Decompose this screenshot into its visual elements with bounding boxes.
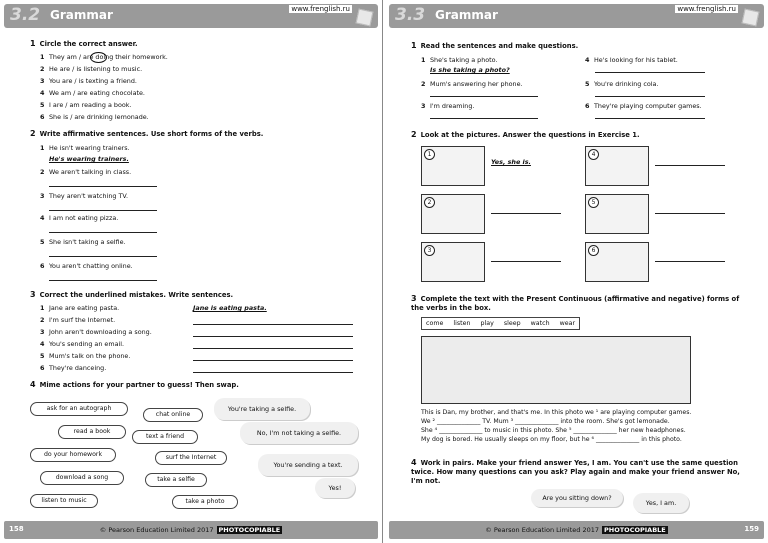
section-title: Grammar bbox=[435, 8, 498, 22]
picture-3: 3 bbox=[421, 242, 485, 282]
list-item: 4 I am not eating pizza. bbox=[40, 214, 119, 222]
list-item: 4 You's sending an email. bbox=[40, 340, 125, 348]
action-pill: ask for an autograph bbox=[30, 402, 128, 416]
answer-line[interactable] bbox=[595, 118, 705, 119]
page-number: 159 bbox=[744, 525, 759, 533]
answer-line[interactable] bbox=[49, 232, 157, 233]
speech-bubble: Yes, I am. bbox=[633, 493, 689, 513]
example-answer: He's wearing trainers. bbox=[49, 155, 129, 163]
action-pill: do your homework bbox=[30, 448, 116, 462]
list-item: 3 John aren't downloading a song. bbox=[40, 328, 152, 336]
list-item: 1 She's taking a photo. bbox=[421, 56, 498, 64]
exercise-3-title: 3 Complete the text with the Present Continuous (affirmative and negative) forms of the verbs in the box. bbox=[411, 294, 740, 312]
example-answer: Jane is eating pasta. bbox=[193, 304, 267, 312]
word-box bbox=[421, 317, 580, 330]
unit-number: 3.3 bbox=[395, 5, 426, 25]
exercise-1-title: 1 Circle the correct answer. bbox=[30, 39, 138, 48]
copyright: © Pearson Education Limited 2017 PHOTOCOPIABLE bbox=[99, 526, 281, 534]
cube-icon bbox=[356, 9, 374, 27]
action-pill: take a selfie bbox=[145, 473, 207, 487]
picture-1: 1 bbox=[421, 146, 485, 186]
answer-line[interactable] bbox=[49, 186, 157, 187]
list-item: 2 I'm surf the Internet. bbox=[40, 316, 116, 324]
picture-4: 4 bbox=[585, 146, 649, 186]
answer-line[interactable] bbox=[595, 96, 705, 97]
action-pill: chat online bbox=[143, 408, 203, 422]
list-item: 3 I'm dreaming. bbox=[421, 102, 475, 110]
answer-line[interactable] bbox=[49, 210, 157, 211]
living-room-illustration bbox=[421, 336, 691, 404]
list-item: 6 You aren't chatting online. bbox=[40, 262, 133, 270]
action-pill: take a photo bbox=[172, 495, 238, 509]
picture-6: 6 bbox=[585, 242, 649, 282]
list-item: 6 She is / are drinking lemonade. bbox=[40, 113, 149, 121]
action-pill: listen to music bbox=[30, 494, 98, 508]
list-item: 5 She isn't taking a selfie. bbox=[40, 238, 126, 246]
action-pill: text a friend bbox=[132, 430, 198, 444]
word: listen bbox=[453, 320, 471, 327]
list-item: 5 You're drinking cola. bbox=[585, 80, 659, 88]
speech-bubble: You're sending a text. bbox=[258, 454, 358, 476]
list-item: 5 Mum's talk on the phone. bbox=[40, 352, 131, 360]
answer-line[interactable] bbox=[655, 165, 725, 166]
speech-bubble: No, I'm not taking a selfie. bbox=[240, 422, 358, 444]
right-page bbox=[385, 0, 768, 543]
left-page bbox=[0, 0, 383, 543]
list-item: 3 You are / is texting a friend. bbox=[40, 77, 137, 85]
list-item: 6 They're danceing. bbox=[40, 364, 107, 372]
exercise-4-title: 4 Work in pairs. Make your friend answer Yes, I am. You can't use the same question twice. How many questions can you ask? Play again and make your friend answer No, I'm not. bbox=[411, 458, 740, 485]
list-item: 2 Mum's answering her phone. bbox=[421, 80, 523, 88]
speech-bubble: Are you sitting down? bbox=[531, 489, 623, 507]
list-item: 4 We am / are eating chocolate. bbox=[40, 89, 145, 97]
word: sleep bbox=[503, 320, 521, 327]
picture-2: 2 bbox=[421, 194, 485, 234]
circle-mark bbox=[90, 52, 107, 63]
answer-line[interactable] bbox=[49, 256, 157, 257]
site-url: www.frenglish.ru bbox=[677, 5, 736, 13]
list-item: 6 They're playing computer games. bbox=[585, 102, 702, 110]
answer-line[interactable] bbox=[655, 213, 725, 214]
list-item: 5 I are / am reading a book. bbox=[40, 101, 132, 109]
answer-line[interactable] bbox=[193, 360, 353, 361]
picture-5: 5 bbox=[585, 194, 649, 234]
speech-bubble: Yes! bbox=[315, 478, 355, 498]
word: play bbox=[480, 320, 494, 327]
list-item: 2 We aren't talking in class. bbox=[40, 168, 132, 176]
example-answer: Is she taking a photo? bbox=[430, 66, 510, 74]
answer-line[interactable] bbox=[655, 261, 725, 262]
answer-line[interactable] bbox=[193, 372, 353, 373]
exercise-2-title: 2 Look at the pictures. Answer the questions in Exercise 1. bbox=[411, 130, 640, 139]
cube-icon bbox=[742, 9, 760, 27]
word: come bbox=[426, 320, 444, 327]
word: wear bbox=[559, 320, 576, 327]
list-item: 4 He's looking for his tablet. bbox=[585, 56, 678, 64]
exercise-2-title: 2 Write affirmative sentences. Use short forms of the verbs. bbox=[30, 129, 264, 138]
answer-line[interactable] bbox=[491, 261, 561, 262]
action-pill: read a book bbox=[58, 425, 126, 439]
exercise-1-title: 1 Read the sentences and make questions. bbox=[411, 41, 579, 50]
answer-line[interactable] bbox=[49, 280, 157, 281]
copyright: © Pearson Education Limited 2017 PHOTOCOPIABLE bbox=[485, 526, 666, 534]
word: watch bbox=[530, 320, 550, 327]
exercise-4-title: 4 Mime actions for your partner to guess! Then swap. bbox=[30, 380, 239, 389]
left-header bbox=[4, 4, 378, 28]
action-pill: download a song bbox=[40, 471, 124, 485]
right-header bbox=[389, 4, 764, 28]
answer-line[interactable] bbox=[595, 72, 705, 73]
unit-number: 3.2 bbox=[10, 5, 41, 25]
site-url: www.frenglish.ru bbox=[291, 5, 350, 13]
answer-line[interactable] bbox=[193, 336, 353, 337]
answer-line[interactable] bbox=[193, 348, 353, 349]
section-title: Grammar bbox=[50, 8, 113, 22]
list-item: 1 They am / are doing their homework. bbox=[40, 53, 168, 61]
answer-line[interactable] bbox=[491, 213, 561, 214]
page-number: 158 bbox=[9, 525, 24, 533]
left-footer bbox=[4, 521, 378, 539]
answer-line[interactable] bbox=[430, 96, 538, 97]
answer-line[interactable] bbox=[193, 324, 353, 325]
list-item: 1 He isn't wearing trainers. bbox=[40, 144, 130, 152]
example-answer: Yes, she is. bbox=[491, 158, 531, 166]
action-pill: surf the Internet bbox=[155, 451, 227, 465]
exercise-3-title: 3 Correct the underlined mistakes. Write sentences. bbox=[30, 290, 234, 299]
list-item: 1 Jane are eating pasta. bbox=[40, 304, 120, 312]
list-item: 2 He are / is listening to music. bbox=[40, 65, 143, 73]
answer-line[interactable] bbox=[430, 118, 538, 119]
right-footer bbox=[389, 521, 764, 539]
gap-fill-text: This is Dan, my brother, and that's me. In this photo we ¹ are playing computer games. We ² ______________ TV. Mum ³ ______________ into the room. She's got lemonade. She ⁴ ______________ to music in this photo. She ⁵ ______________ her new headphones. My dog is bored. He usually sleeps on my floor, but he ⁶ ______________ in this photo. bbox=[421, 409, 692, 443]
list-item: 3 They aren't watching TV. bbox=[40, 192, 128, 200]
speech-bubble: You're taking a selfie. bbox=[214, 398, 310, 420]
